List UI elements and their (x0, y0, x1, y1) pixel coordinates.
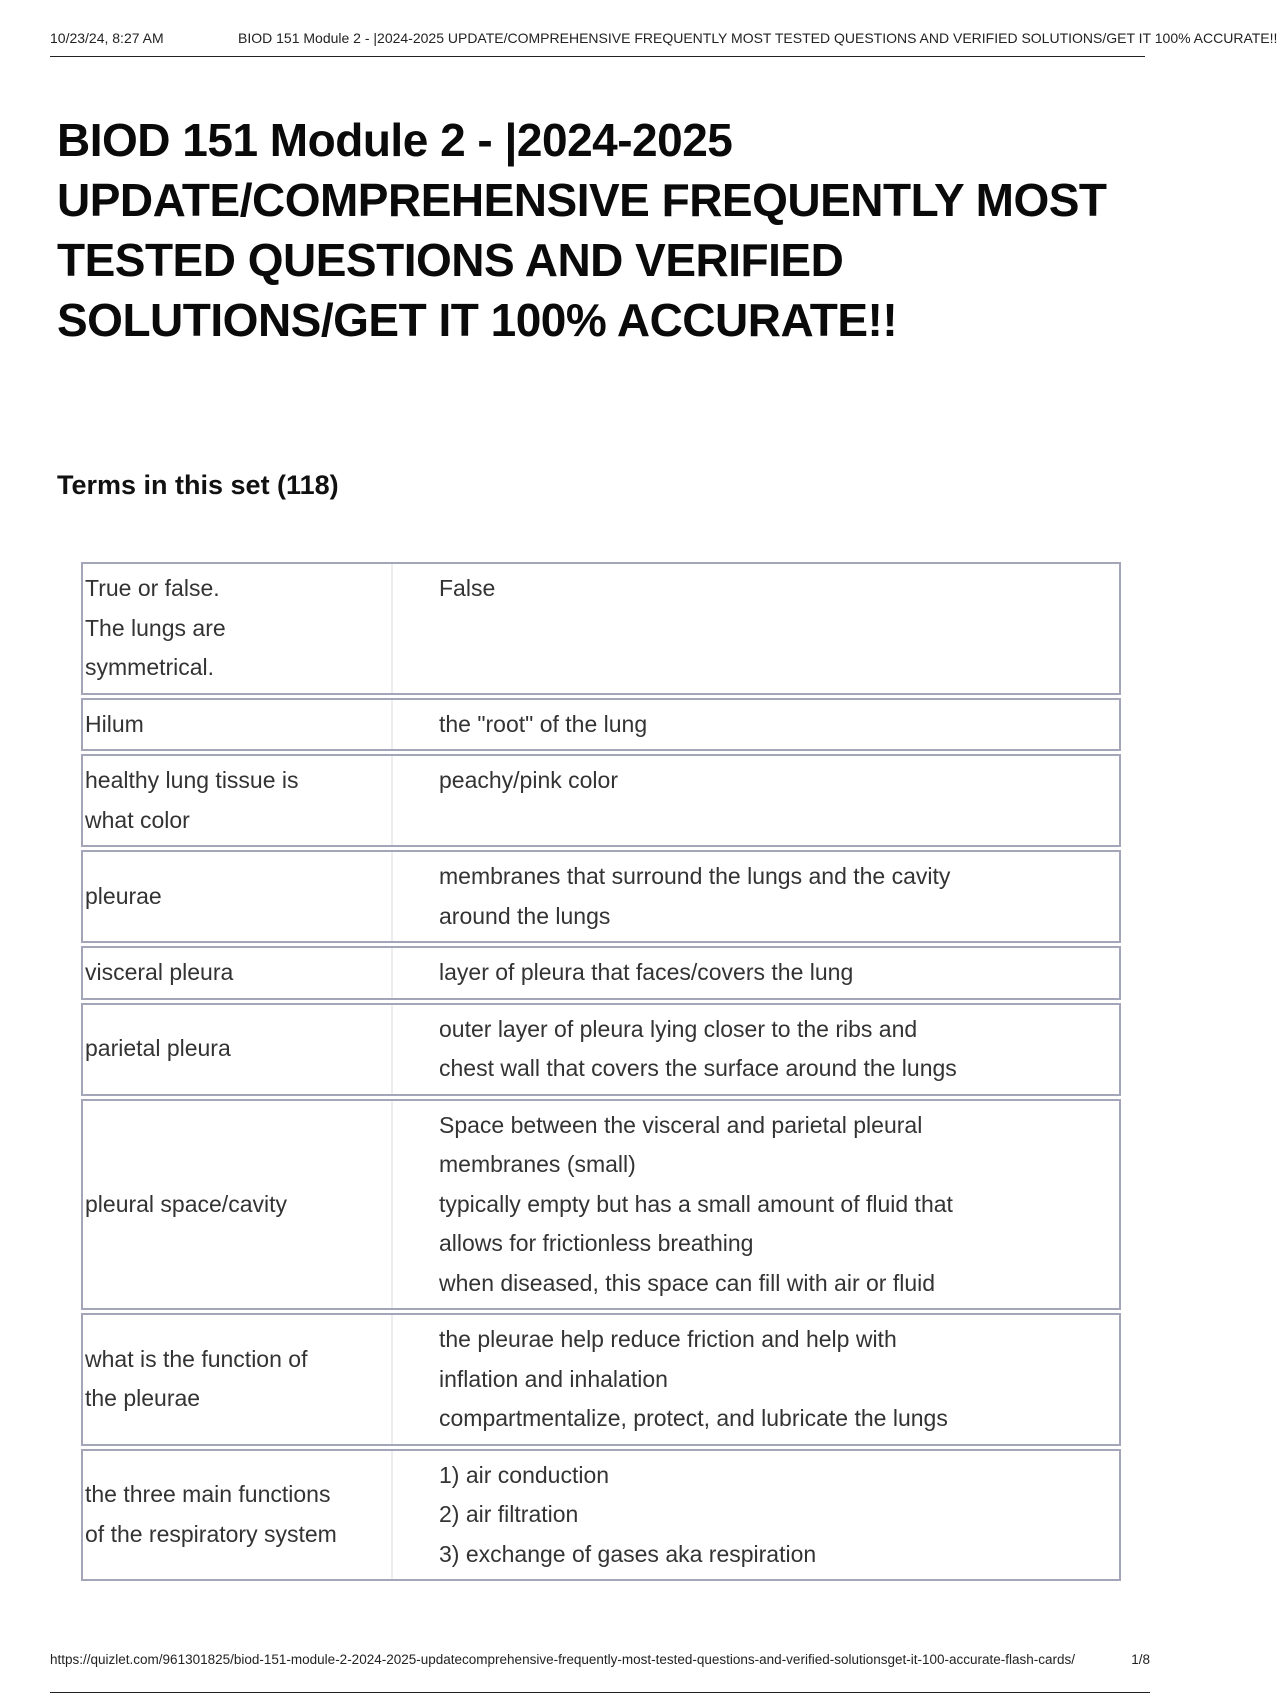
definition-text: the "root" of the lung (439, 710, 648, 737)
term-card (81, 1099, 1121, 1311)
term-card (81, 1003, 1121, 1096)
term-card (81, 754, 1121, 847)
term-card (81, 698, 1121, 752)
definition-text: membranes that surround the lungs and the cavity around the lungs (439, 863, 951, 929)
definition-text: Space between the visceral and parietal pleural membranes (small) typically empty but has a small amount of fluid that allows for frictionless breathing when diseased, this space can fill with air or fluid (439, 1111, 953, 1296)
page-url: https://quizlet.com/961301825/biod-151-module-2-2024-2025-updatecomprehensive-frequently-most-tested-questions-and-verified-solutionsget-it-100-accurate-flash-cards/ (50, 1652, 1076, 1667)
term-text: parietal pleura (83, 1005, 393, 1094)
print-header (50, 30, 1277, 57)
term-text: pleurae (83, 852, 393, 941)
term-card (81, 946, 1121, 1000)
term-text: True or false. The lungs are symmetrical. (83, 564, 393, 693)
term-text: what is the function of the pleurae (83, 1315, 393, 1444)
term-text: pleural space/cavity (83, 1101, 393, 1309)
term-text: healthy lung tissue is what color (83, 756, 393, 845)
page-number: 1/8 (1131, 1652, 1150, 1667)
definition-text: the pleurae help reduce friction and help with inflation and inhalation compartmentalize, protect, and lubricate the lungs (439, 1326, 948, 1431)
print-page-title: BIOD 151 Module 2 - |2024-2025 UPDATE/COMPREHENSIVE FREQUENTLY MOST TESTED QUESTIONS AND VERIFIED SOLUTIONS/GET IT 100% ACCURATE!! (238, 30, 1277, 46)
term-card (81, 562, 1121, 695)
definition-text: False (439, 575, 496, 601)
definition-text: 1) air conduction 2) air filtration 3) exchange of gases aka respiration (439, 1461, 817, 1567)
definition-text: peachy/pink color (439, 767, 618, 793)
term-card (81, 1449, 1121, 1582)
definition-text: outer layer of pleura lying closer to the ribs and chest wall that covers the surface around the lungs (439, 1015, 957, 1081)
print-timestamp: 10/23/24, 8:27 AM (50, 30, 164, 46)
term-text: the three main functions of the respiratory system (83, 1451, 393, 1580)
terms-list (81, 562, 1121, 1584)
term-card (81, 850, 1121, 943)
terms-count-heading: Terms in this set (118) (57, 470, 339, 500)
term-card (81, 1313, 1121, 1446)
print-footer (50, 1652, 1150, 1693)
term-text: Hilum (83, 700, 393, 750)
document-title: BIOD 151 Module 2 - |2024-2025 UPDATE/COMPREHENSIVE FREQUENTLY MOST TESTED QUESTIONS AND VERIFIED SOLUTIONS/GET IT 100% ACCURATE!! (57, 114, 1107, 346)
definition-text: layer of pleura that faces/covers the lung (439, 959, 854, 985)
term-text: visceral pleura (83, 948, 393, 998)
